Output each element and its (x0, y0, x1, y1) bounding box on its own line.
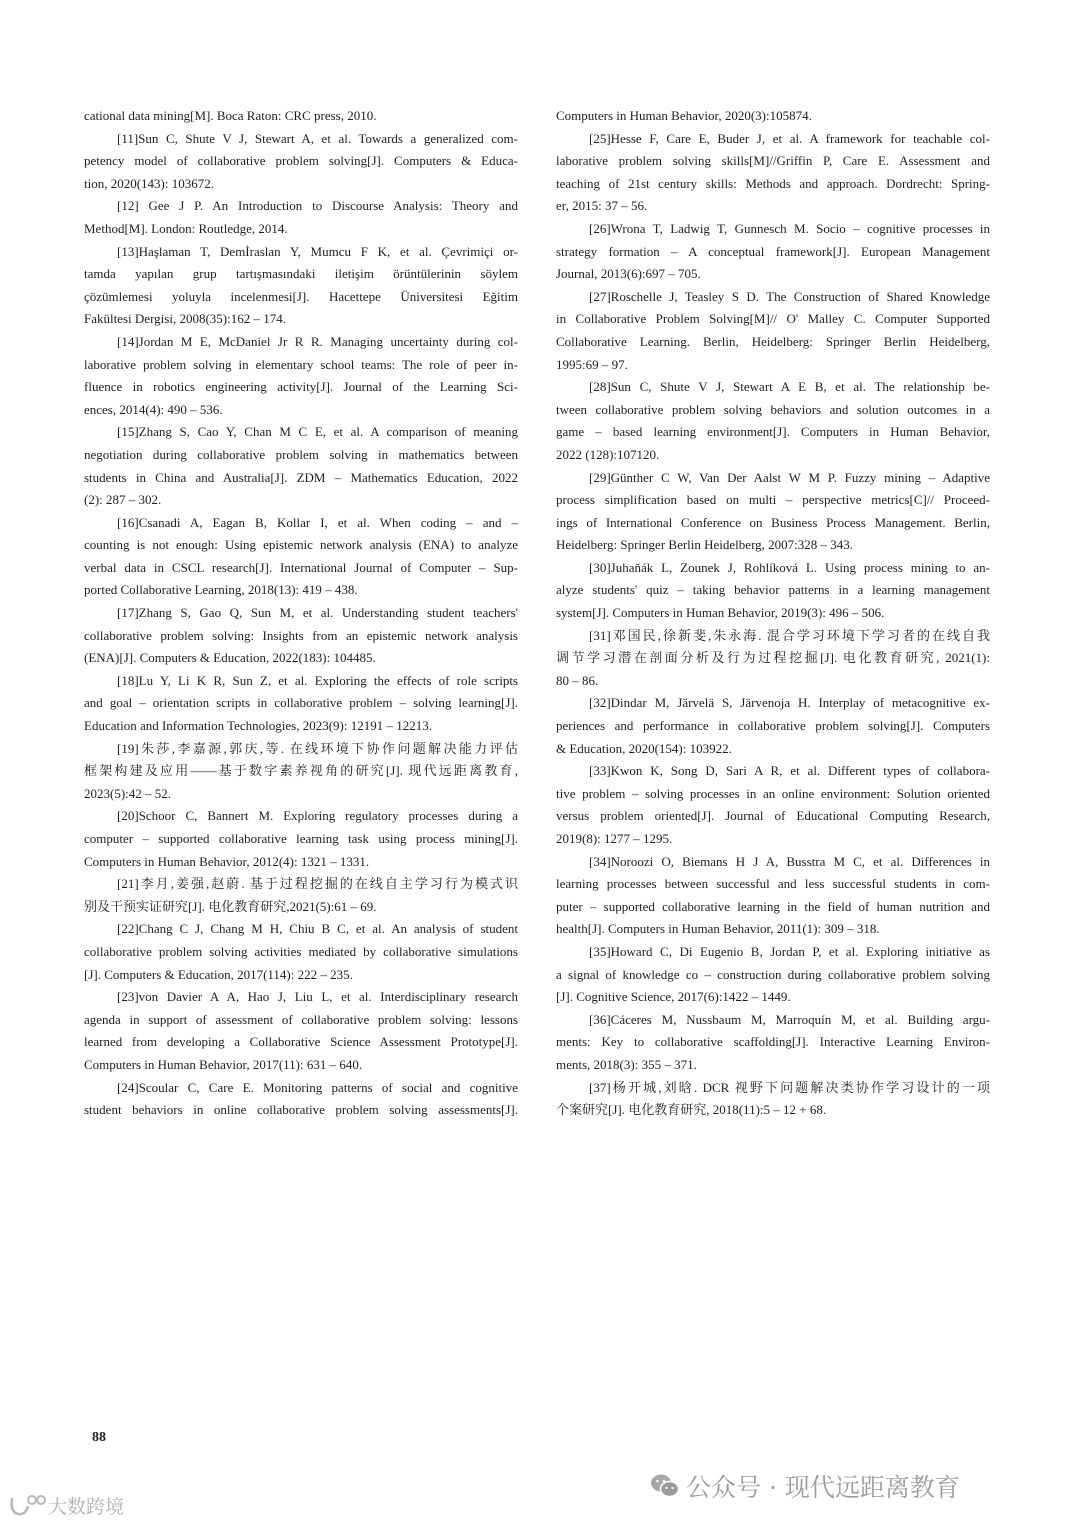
reference-line: (2): 287 – 302. (84, 492, 162, 508)
reference-line: negotiation during collaborative problem solving in mathematics between (84, 446, 518, 462)
reference-entry (84, 918, 518, 986)
reference-entry (84, 805, 518, 873)
reference-line: [22]Chang C J, Chang M H, Chiu B C, et al. An analysis of student (117, 921, 518, 937)
brand-logo-icon (8, 1494, 48, 1518)
reference-line: çözümlemesi yoluyla incelenmesi[J]. Hacettepe Üniversitesi Eğitim (84, 288, 518, 304)
reference-line: strategy formation – A conceptual framework[J]. European Management (556, 243, 990, 259)
reference-line: er, 2015: 37 – 56. (556, 198, 648, 214)
reference-line: [J]. Cognitive Science, 2017(6):1422 – 1449. (556, 989, 791, 1005)
reference-line: a signal of knowledge co – construction during collaborative problem solving (556, 966, 990, 982)
reference-line: 框架构建及应用——基于数字素养视角的研究[J]. 现代远距离教育, (84, 763, 518, 779)
reference-entry (556, 1077, 990, 1122)
reference-line: tamda yapılan grup tartışmasındaki iletişim örüntülerinin söylem (84, 266, 518, 282)
reference-line: 2023(5):42 – 52. (84, 785, 172, 801)
reference-line: Computers in Human Behavior, 2017(11): 631 – 640. (84, 1056, 363, 1072)
reference-entry (84, 128, 518, 196)
reference-entry (556, 467, 990, 557)
reference-line: tween collaborative problem solving behaviors and solution outcomes in a (556, 401, 990, 417)
reference-line: and goal – orientation scripts in collaborative problem – solving learning[J]. (84, 695, 518, 711)
reference-entry (84, 670, 518, 738)
reference-line: puter – supported collaborative learning in the field of human nutrition and (556, 898, 990, 914)
reference-line: 1995:69 – 97. (556, 356, 628, 372)
reference-entry (84, 105, 518, 128)
reference-entry (84, 421, 518, 511)
reference-line: Collaborative Learning. Berlin, Heidelberg: Springer Berlin Heidelberg, (556, 333, 990, 349)
reference-line: versus problem oriented[J]. Journal of Educational Computing Research, (556, 808, 990, 824)
reference-line: agenda in support of assessment of collaborative problem solving: lessons (84, 1011, 518, 1027)
reference-line: student behaviors in online collaborative problem solving assessments[J]. (84, 1102, 518, 1118)
reference-line: & Education, 2020(154): 103922. (556, 740, 732, 756)
reference-line: tive problem – solving processes in an online environment: Solution oriented (556, 785, 990, 801)
reference-line: Computers in Human Behavior, 2012(4): 1321 – 1331. (84, 853, 370, 869)
reference-line: 2022 (128):107120. (556, 446, 660, 462)
reference-line: laborative problem solving in elementary school teams: The role of peer in- (84, 356, 518, 372)
reference-line: [26]Wrona T, Ladwig T, Gunnesch M. Socio – cognitive processes in (589, 220, 990, 236)
reference-line: [37]杨开城,刘晗. DCR 视野下问题解决类协作学习设计的一项 (589, 1079, 990, 1095)
reference-entry (84, 873, 518, 918)
reference-line: game – based learning environment[J]. Computers in Human Behavior, (556, 424, 990, 440)
reference-line: [34]Noroozi O, Biemans H J A, Busstra M C, et al. Differences in (589, 853, 990, 869)
reference-line: collaborative problem solving: Insights from an epistemic network analysis (84, 627, 518, 643)
reference-line: 个案研究[J]. 电化教育研究, 2018(11):5 – 12 + 68. (556, 1102, 827, 1118)
references-column-right (556, 105, 990, 1122)
reference-line: fluence in robotics engineering activity[J]. Journal of the Learning Sci- (84, 379, 518, 395)
reference-line: ments, 2018(3): 355 – 371. (556, 1056, 697, 1072)
page-number: 88 (92, 1430, 106, 1445)
reference-entry (556, 625, 990, 693)
reference-line: [33]Kwon K, Song D, Sari A R, et al. Different types of collabora- (589, 763, 990, 779)
reference-line: Method[M]. London: Routledge, 2014. (84, 220, 288, 236)
reference-line: laborative problem solving skills[M]//Griffin P, Care E. Assessment and (556, 153, 990, 169)
reference-line: [31]邓国民,徐新斐,朱永海. 混合学习环境下学习者的在线自我 (589, 627, 990, 643)
reference-line: [13]Haşlaman T, Demİraslan Y, Mumcu F K, et al. Çevrimiçi or- (117, 243, 518, 259)
reference-line: (ENA)[J]. Computers & Education, 2022(183): 104485. (84, 650, 376, 666)
reference-entry (84, 241, 518, 331)
reference-line: [16]Csanadi A, Eagan B, Kollar I, et al. When coding – and – (117, 514, 518, 530)
reference-line: cational data mining[M]. Boca Raton: CRC press, 2010. (84, 108, 377, 123)
reference-line: computer – supported collaborative learning task using process mining[J]. (84, 831, 518, 846)
reference-line: [20]Schoor C, Bannert M. Exploring regulatory processes during a (117, 808, 518, 824)
reference-line: Computers in Human Behavior, 2020(3):105874. (556, 108, 812, 123)
reference-line: [12] Gee J P. An Introduction to Discourse Analysis: Theory and (117, 198, 518, 214)
reference-line: [35]Howard C, Di Eugenio B, Jordan P, et al. Exploring initiative as (589, 943, 990, 959)
references-column-left (84, 105, 518, 1122)
reference-line: Journal, 2013(6):697 – 705. (556, 266, 701, 282)
reference-line: [24]Scoular C, Care E. Monitoring patterns of social and cognitive (117, 1079, 518, 1095)
reference-line: Heidelberg: Springer Berlin Heidelberg, 2007:328 – 343. (556, 537, 854, 553)
reference-line: alyze students' quiz – taking behavior patterns in a learning management (556, 582, 990, 598)
reference-entry (84, 602, 518, 670)
reference-line: learning processes between successful and less successful students in com- (556, 876, 990, 892)
reference-line: petency model of collaborative problem solving[J]. Computers & Educa- (84, 153, 518, 169)
reference-line: [19]朱莎,李嘉源,郭庆,等. 在线环境下协作问题解决能力评估 (117, 740, 518, 756)
reference-line: Education and Information Technologies, 2023(9): 12191 – 12213. (84, 718, 432, 734)
reference-entry (84, 512, 518, 602)
reference-line: [J]. Computers & Education, 2017(114): 222 – 235. (84, 966, 353, 982)
watermark-text: 公众号 · 现代远距离教育 (686, 1473, 960, 1502)
reference-line: [23]von Davier A A, Hao J, Liu L, et al. Interdisciplinary research (117, 989, 518, 1005)
reference-line: counting is not enough: Using epistemic network analysis (ENA) to analyze (84, 537, 518, 553)
reference-entry (556, 692, 990, 760)
reference-line: 2019(8): 1277 – 1295. (556, 831, 673, 846)
reference-entry (556, 105, 990, 128)
reference-line: [25]Hesse F, Care E, Buder J, et al. A framework for teachable col- (589, 130, 990, 146)
reference-line: [15]Zhang S, Cao Y, Chan M C E, et al. A comparison of meaning (117, 424, 518, 440)
reference-line: in Collaborative Problem Solving[M]// O' Malley C. Computer Supported (556, 311, 990, 327)
reference-line: [21]李月,姜强,赵蔚. 基于过程挖掘的在线自主学习行为模式识 (117, 876, 518, 892)
reference-line: process simplification based on multi – perspective metrics[C]// Proceed- (556, 492, 990, 508)
reference-line: [32]Dindar M, Järvelä S, Järvenoja H. Interplay of metacognitive ex- (589, 695, 990, 711)
reference-line: Fakültesi Dergisi, 2008(35):162 – 174. (84, 311, 286, 327)
reference-line: [17]Zhang S, Gao Q, Sun M, et al. Understanding student teachers' (117, 605, 518, 621)
reference-line: health[J]. Computers in Human Behavior, 2011(1): 309 – 318. (556, 921, 880, 937)
reference-line: verbal data in CSCL research[J]. International Journal of Computer – Sup- (84, 559, 518, 575)
reference-line: 调节学习潜在剖面分析及行为过程挖掘[J]. 电化教育研究, 2021(1): (556, 650, 990, 666)
reference-entry (84, 1077, 518, 1122)
wechat-watermark (650, 1468, 960, 1504)
reference-entry (84, 331, 518, 421)
reference-line: ments: Key to collaborative scaffolding[J]. Interactive Learning Environ- (556, 1034, 990, 1050)
reference-line: 80 – 86. (556, 672, 599, 688)
reference-line: collaborative problem solving activities mediated by collaborative simulations (84, 943, 518, 959)
brand-watermark (8, 1492, 124, 1519)
reference-line: learned from developing a Collaborative Science Assessment Prototype[J]. (84, 1034, 518, 1050)
reference-line: [14]Jordan M E, McDaniel Jr R R. Managing uncertainty during col- (117, 333, 518, 349)
reference-line: ported Collaborative Learning, 2018(13): 419 – 438. (84, 582, 358, 598)
reference-line: [36]Cáceres M, Nussbaum M, Marroquín M, et al. Building argu- (589, 1011, 990, 1027)
reference-entry (556, 1009, 990, 1077)
reference-line: students in China and Australia[J]. ZDM – Mathematics Education, 2022 (84, 469, 518, 485)
reference-entry (556, 851, 990, 941)
reference-line: [27]Roschelle J, Teasley S D. The Construction of Shared Knowledge (589, 288, 990, 304)
reference-line: 别及干预实证研究[J]. 电化教育研究,2021(5):61 – 69. (84, 898, 377, 914)
reference-line: [30]Juhaňák L, Zounek J, Rohlíková L. Using process mining to an- (589, 559, 990, 575)
brand-watermark-text: 大数跨境 (48, 1496, 125, 1518)
reference-entry (84, 986, 518, 1076)
reference-entry (556, 941, 990, 1009)
reference-line: [18]Lu Y, Li K R, Sun Z, et al. Exploring the effects of role scripts (117, 672, 518, 688)
reference-line: ings of International Conference on Business Process Management. Berlin, (556, 514, 990, 530)
reference-entry (556, 218, 990, 286)
reference-line: ences, 2014(4): 490 – 536. (84, 401, 223, 417)
reference-entry (556, 557, 990, 625)
reference-line: system[J]. Computers in Human Behavior, 2019(3): 496 – 506. (556, 605, 885, 621)
reference-line: periences and performance in collaborative problem solving[J]. Computers (556, 718, 990, 734)
wechat-icon (650, 1472, 680, 1500)
reference-entry (556, 760, 990, 850)
reference-entry (556, 128, 990, 218)
reference-entry (84, 738, 518, 806)
reference-entry (556, 376, 990, 466)
reference-line: teaching of 21st century skills: Methods and approach. Dordrecht: Spring- (556, 175, 990, 191)
reference-line: [28]Sun C, Shute V J, Stewart A E B, et al. The relationship be- (589, 379, 990, 395)
reference-line: tion, 2020(143): 103672. (84, 175, 214, 191)
reference-line: [11]Sun C, Shute V J, Stewart A, et al. Towards a generalized com- (117, 130, 518, 146)
reference-entry (84, 195, 518, 240)
reference-entry (556, 286, 990, 376)
reference-line: [29]Günther C W, Van Der Aalst W M P. Fuzzy mining – Adaptive (589, 469, 990, 485)
